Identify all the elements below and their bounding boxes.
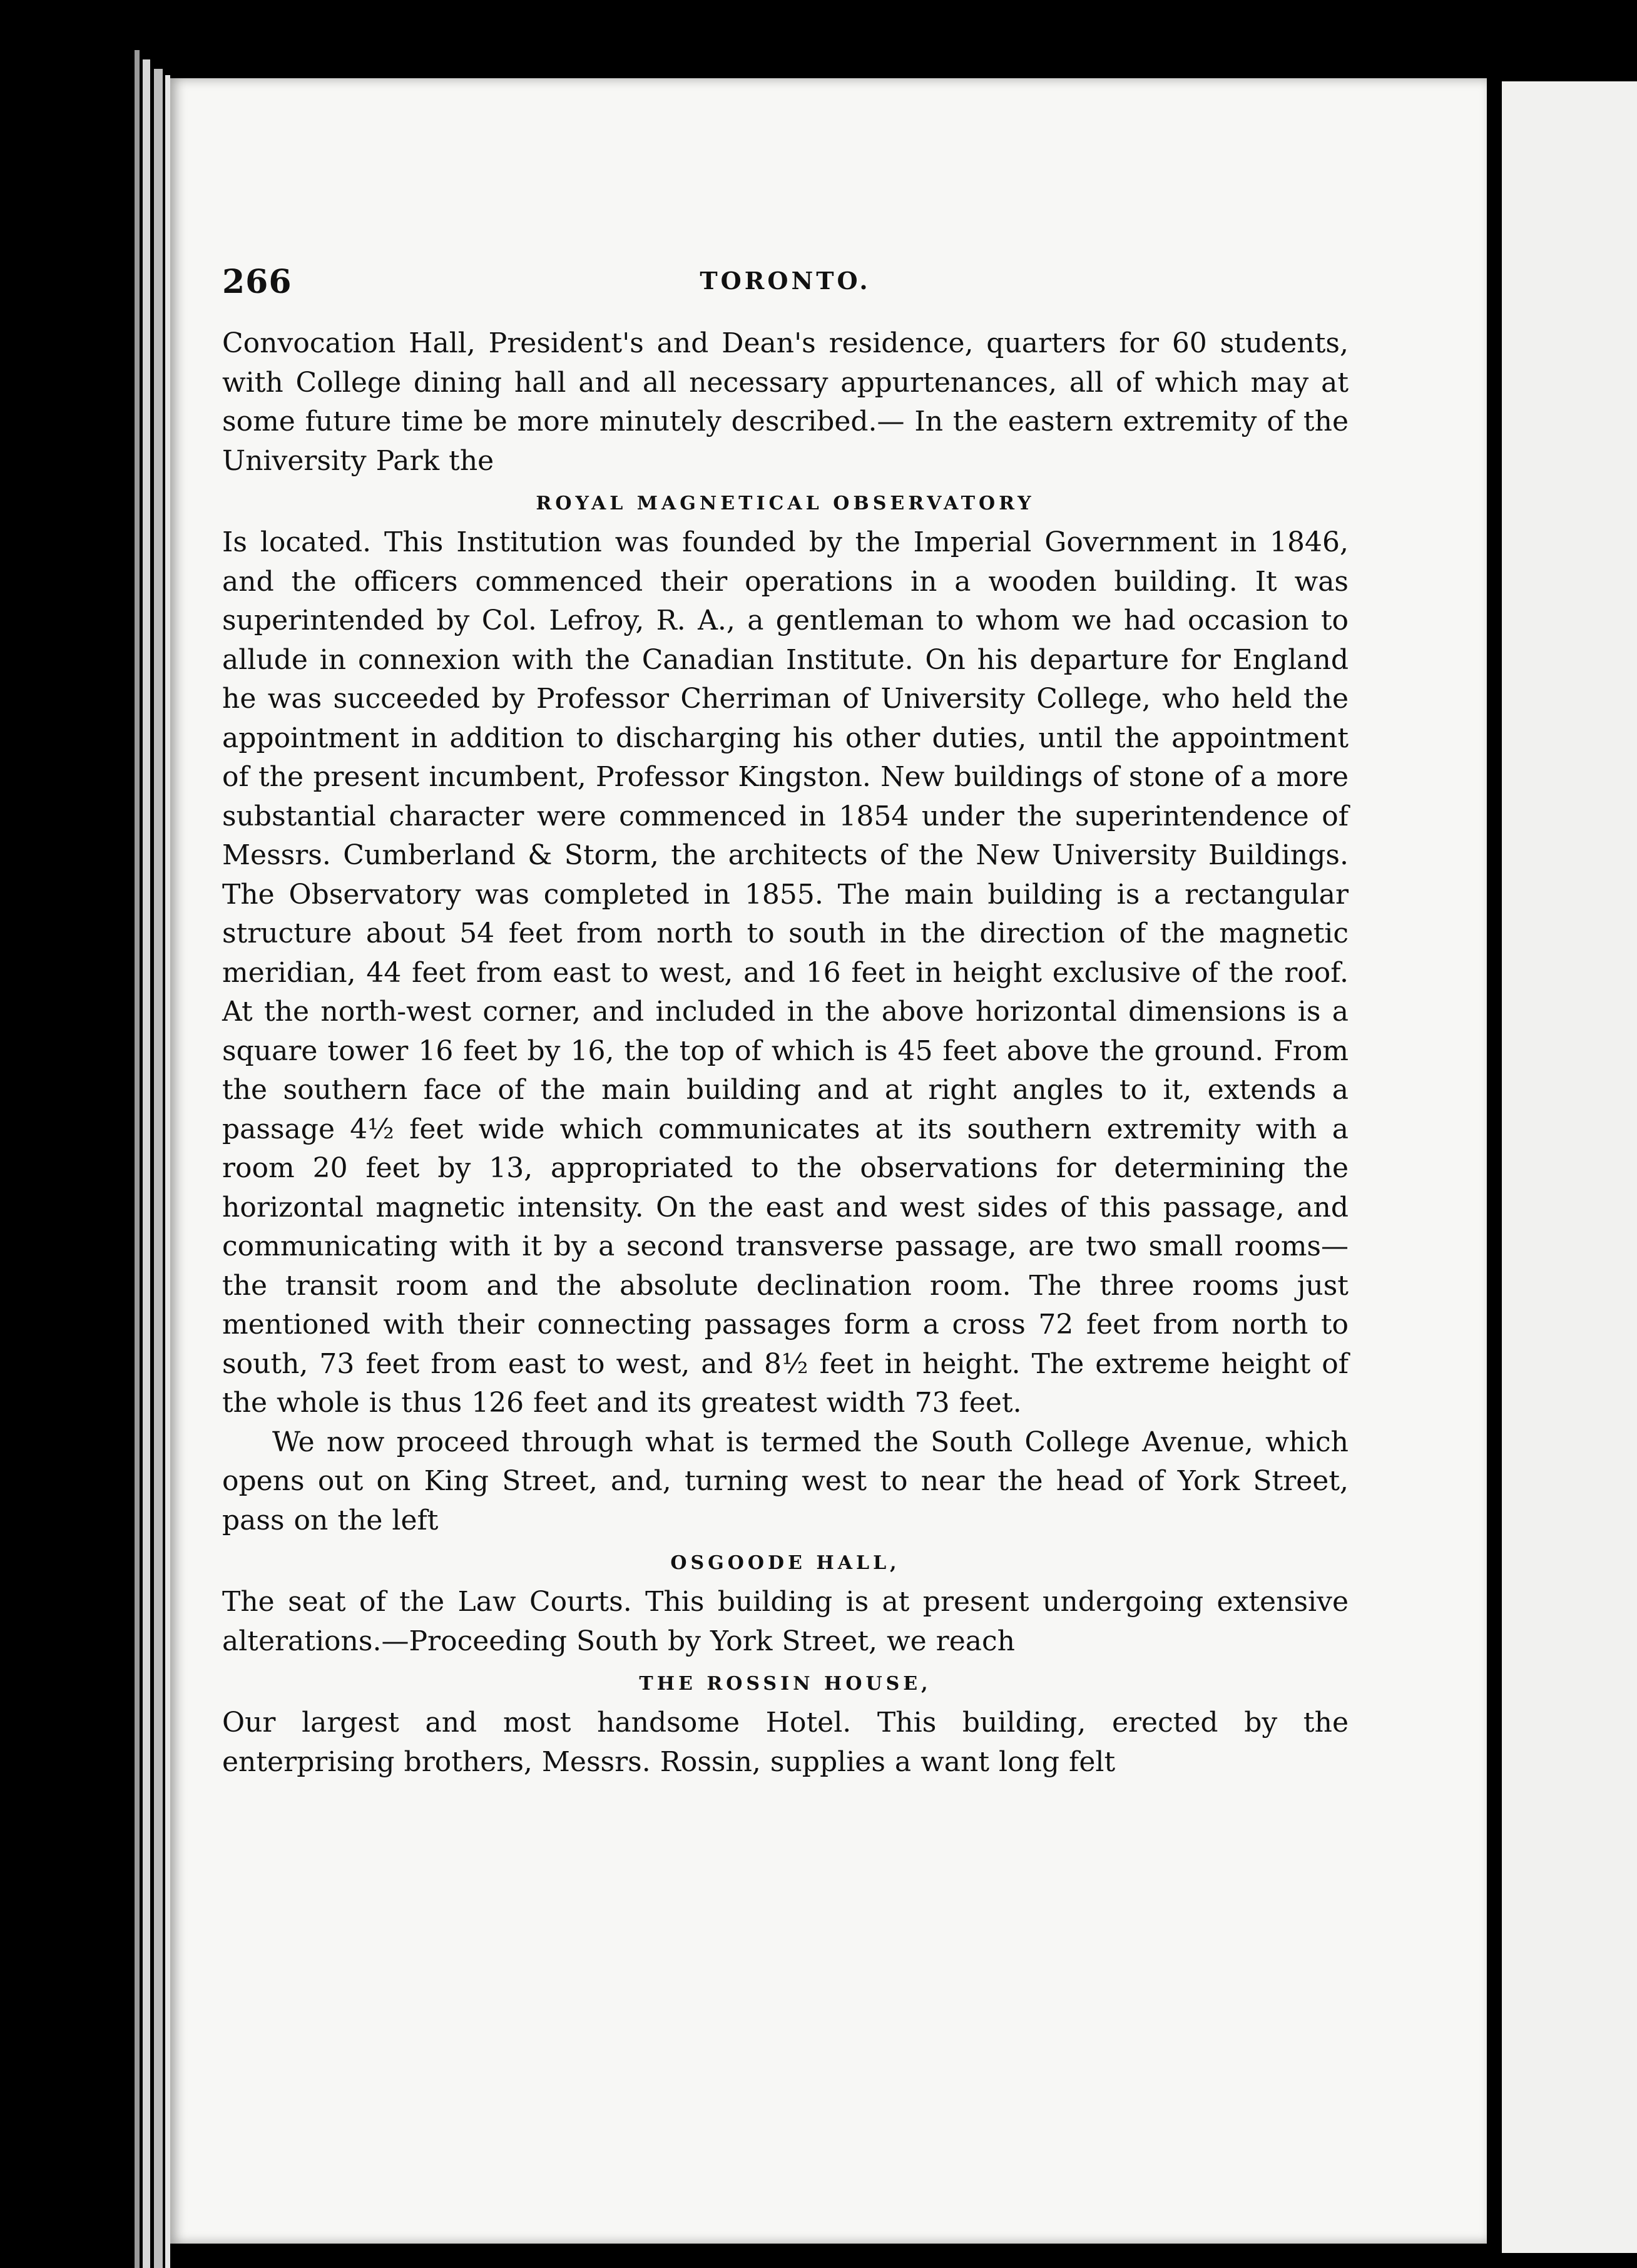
paragraph-osgoode-hall: The seat of the Law Courts. This building is at present undergoing extensive alterations.—Proceeding South by York Street, we reach	[222, 1586, 1349, 1657]
paragraph-observatory: Is located. This Institution was founded by the Imperial Government in 1846, and the officers commenced their operations in a wooden building. It was superintended by Col. Lefroy, R. A., a gentleman to whom we had occasion to allude in connexion with the Canadian Institute. On his departure for England he was succeeded by Professor Cherriman of University College, who held the appointment in addition to discharging his other duties, until the appointment of the present incumbent, Professor Kingston. New buildings of stone of a more substantial character were commenced in 1854 under the superintendence of Messrs. Cumberland & Storm, the architects of the New University Buildings. The Observatory was completed in 1855. The main building is a rectangular structure about 54 feet from north to south in the direction of the magnetic meridian, 44 feet from east to west, and 16 feet in height exclusive of the roof. At the north-west corner, and included in the above horizontal dimensions is a square tower 16 feet by 16, the top of which is 45 feet above the ground. From the southern face of the main building and at right angles to it, extends a passage 4½ feet wide which communicates at its southern extremity with a room 20 feet by 13, appropriated to the observations for determining the horizontal magnetic intensity. On the east and west sides of this passage, and communicating with it by a second transverse passage, are two small rooms—the transit room and the absolute declination room. The three rooms just mentioned with their connecting passages form a cross 72 feet from north to south, 73 feet from east to west, and 8½ feet in height. The extreme height of the whole is thus 126 feet and its greatest width 73 feet.	[222, 526, 1349, 1419]
running-title: TORONTO.	[700, 267, 871, 295]
heading-rossin-house: THE ROSSIN HOUSE,	[639, 1673, 932, 1695]
page-content	[222, 263, 1349, 1782]
paragraph-convocation-hall: Convocation Hall, President's and Dean's residence, quarters for 60 students, with College dining hall and all necessary appurtenances, all of which may at some future time be more minutely described.— In the eastern extremity of the University Park the	[222, 327, 1349, 477]
paragraph-south-college-avenue: We now proceed through what is termed the South College Avenue, which opens out on King Street, and, turning west to near the head of York Street, pass on the left	[222, 1426, 1349, 1536]
heading-osgoode-hall: OSGOODE HALL,	[670, 1552, 900, 1574]
page-number: 266	[222, 263, 292, 301]
running-head	[222, 263, 1349, 313]
page-edge	[165, 75, 170, 2268]
gutter	[1488, 69, 1502, 2084]
page-edge	[154, 69, 163, 2268]
page-edge	[143, 59, 150, 2268]
page-edge	[135, 50, 140, 2268]
facing-page-edge	[1502, 81, 1637, 2253]
heading-royal-magnetical-observatory: ROYAL MAGNETICAL OBSERVATORY	[536, 493, 1035, 514]
paragraph-rossin-house: Our largest and most handsome Hotel. This building, erected by the enterprising brothers, Messrs. Rossin, supplies a want long felt	[222, 1707, 1349, 1778]
